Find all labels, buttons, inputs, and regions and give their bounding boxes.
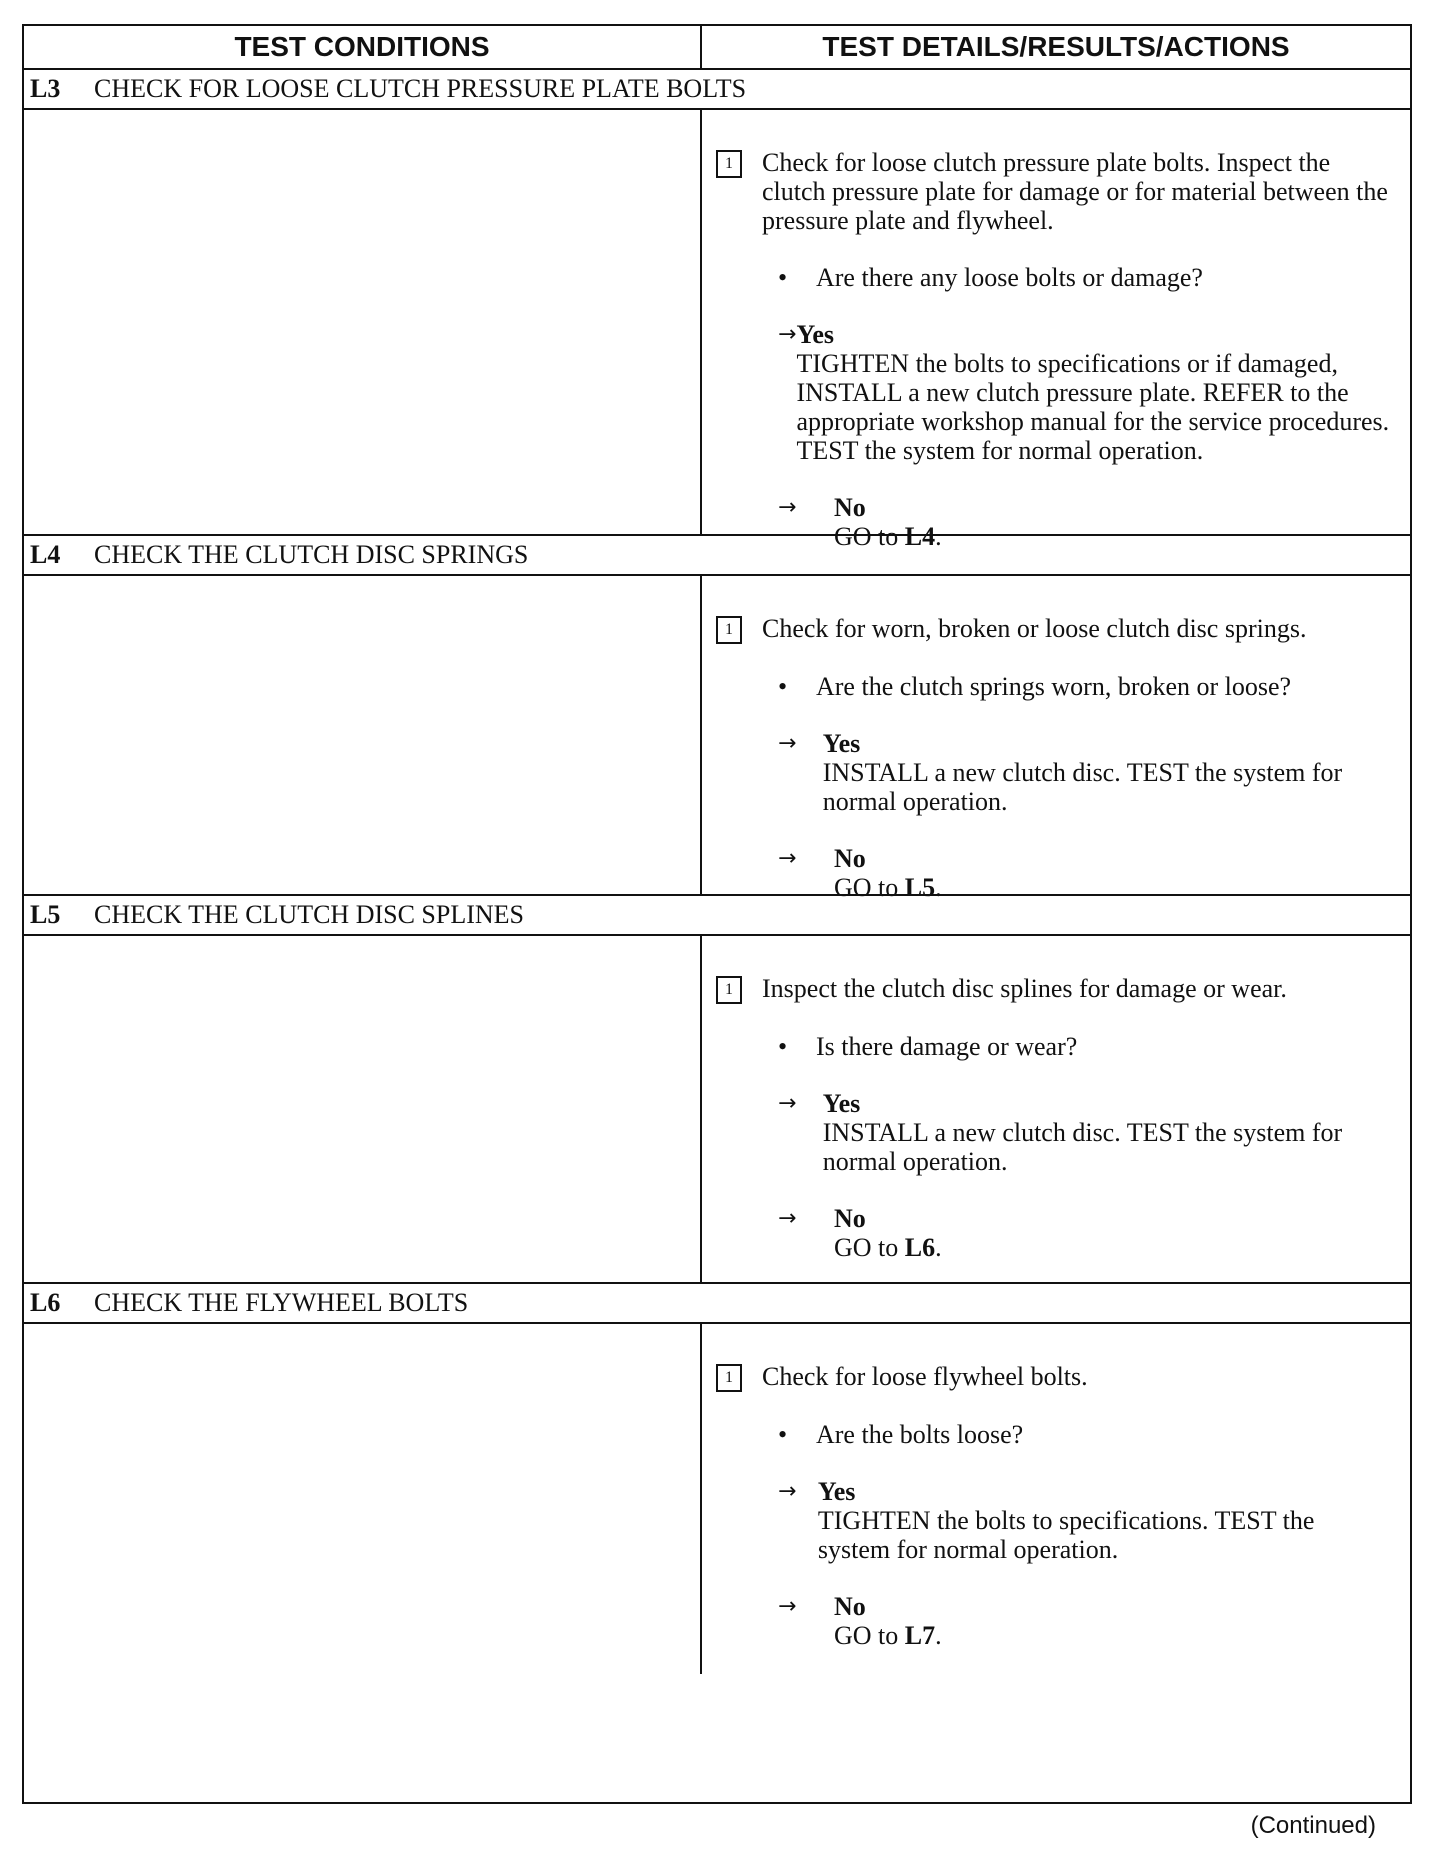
no-branch bbox=[716, 1592, 1390, 1650]
no-suffix: . bbox=[935, 522, 942, 551]
arrow-right-icon: → bbox=[778, 846, 797, 871]
question-row bbox=[716, 263, 1390, 292]
section-code: L6 bbox=[30, 1288, 61, 1317]
header-test-details: TEST DETAILS/RESULTS/ACTIONS bbox=[822, 31, 1290, 62]
arrow-right-icon: → bbox=[778, 731, 797, 756]
bullet-icon: • bbox=[778, 1420, 788, 1449]
arrow-right-icon: → bbox=[778, 495, 797, 520]
no-action bbox=[834, 1233, 942, 1262]
test-details-cell bbox=[702, 110, 1410, 551]
section-code: L4 bbox=[30, 540, 61, 569]
no-label: No bbox=[834, 1204, 866, 1233]
arrow-right-icon: → bbox=[778, 1594, 797, 1619]
table-header bbox=[24, 26, 1410, 70]
yes-branch bbox=[716, 1089, 1390, 1176]
yes-action: TIGHTEN the bolts to specifications or if damaged, INSTALL a new clutch pressure plate. REFER to the appropriate workshop manual for the service procedures. TEST the system for normal operation. bbox=[796, 349, 1390, 465]
step-instruction: Inspect the clutch disc splines for damage or wear. bbox=[762, 974, 1287, 1003]
test-details-cell bbox=[702, 936, 1410, 1282]
no-branch bbox=[716, 844, 1390, 902]
no-action bbox=[834, 522, 942, 551]
no-prefix: GO to bbox=[834, 1621, 905, 1650]
question-row bbox=[716, 1420, 1390, 1449]
step-number-box: 1 bbox=[716, 150, 742, 178]
no-branch bbox=[716, 1204, 1390, 1262]
no-action bbox=[834, 1621, 942, 1650]
yes-action: INSTALL a new clutch disc. TEST the system for normal operation. bbox=[822, 1118, 1343, 1176]
no-prefix: GO to bbox=[834, 522, 905, 551]
step bbox=[716, 974, 1390, 1004]
section-title-text: CHECK FOR LOOSE CLUTCH PRESSURE PLATE BOLTS bbox=[94, 74, 747, 103]
question-text: Are there any loose bolts or damage? bbox=[816, 263, 1203, 292]
step-instruction: Check for worn, broken or loose clutch disc springs. bbox=[762, 614, 1307, 643]
section-code: L3 bbox=[30, 74, 61, 103]
continued-note: (Continued) bbox=[1250, 1812, 1376, 1839]
question-row bbox=[716, 672, 1390, 701]
step bbox=[716, 614, 1390, 644]
no-label: No bbox=[834, 493, 866, 522]
no-action bbox=[834, 873, 942, 902]
yes-label: Yes bbox=[822, 1089, 861, 1118]
arrow-right-icon: → bbox=[778, 322, 797, 347]
test-details-cell bbox=[702, 576, 1410, 902]
no-target: L7 bbox=[904, 1621, 936, 1650]
yes-branch bbox=[716, 320, 1390, 465]
header-test-conditions: TEST CONDITIONS bbox=[24, 26, 702, 68]
section-body-l4 bbox=[24, 576, 1410, 902]
step-number-box: 1 bbox=[716, 616, 742, 644]
section-title-text: CHECK THE FLYWHEEL BOLTS bbox=[94, 1288, 469, 1317]
no-prefix: GO to bbox=[834, 1233, 905, 1262]
yes-action: INSTALL a new clutch disc. TEST the system for normal operation. bbox=[822, 758, 1343, 816]
bullet-icon: • bbox=[778, 1032, 788, 1061]
step bbox=[716, 1362, 1390, 1392]
section-title-l6 bbox=[24, 1284, 1410, 1324]
no-target: L5 bbox=[904, 873, 936, 902]
no-branch bbox=[716, 493, 1390, 551]
section-title-text: CHECK THE CLUTCH DISC SPLINES bbox=[94, 900, 525, 929]
no-suffix: . bbox=[935, 1233, 942, 1262]
yes-label: Yes bbox=[817, 1477, 856, 1506]
arrow-right-icon: → bbox=[778, 1091, 797, 1116]
section-code: L5 bbox=[30, 900, 61, 929]
arrow-right-icon: → bbox=[778, 1479, 797, 1504]
section-body-l5 bbox=[24, 936, 1410, 1284]
section-title-text: CHECK THE CLUTCH DISC SPRINGS bbox=[94, 540, 529, 569]
no-target: L4 bbox=[904, 522, 936, 551]
yes-branch bbox=[716, 729, 1390, 816]
test-conditions-cell bbox=[24, 936, 702, 1282]
question-text: Are the bolts loose? bbox=[816, 1420, 1024, 1449]
question-text: Are the clutch springs worn, broken or loose? bbox=[816, 672, 1292, 701]
no-target: L6 bbox=[904, 1233, 936, 1262]
section-title-l3 bbox=[24, 70, 1410, 110]
yes-label: Yes bbox=[822, 729, 861, 758]
no-suffix: . bbox=[935, 873, 942, 902]
section-body-l6 bbox=[24, 1324, 1410, 1674]
arrow-right-icon: → bbox=[778, 1206, 797, 1231]
yes-branch bbox=[716, 1477, 1390, 1564]
section-title-l5 bbox=[24, 896, 1410, 936]
bullet-icon: • bbox=[778, 263, 788, 292]
no-suffix: . bbox=[935, 1621, 942, 1650]
diagnostic-table bbox=[22, 24, 1412, 1804]
yes-action: TIGHTEN the bolts to specifications. TEST the system for normal operation. bbox=[817, 1506, 1315, 1564]
bullet-icon: • bbox=[778, 672, 788, 701]
question-row bbox=[716, 1032, 1390, 1061]
step bbox=[716, 148, 1390, 235]
section-body-l3 bbox=[24, 110, 1410, 551]
no-label: No bbox=[834, 1592, 866, 1621]
step-number-box: 1 bbox=[716, 976, 742, 1004]
no-prefix: GO to bbox=[834, 873, 905, 902]
step-number-box: 1 bbox=[716, 1364, 742, 1392]
question-text: Is there damage or wear? bbox=[816, 1032, 1078, 1061]
test-conditions-cell bbox=[24, 110, 702, 534]
no-label: No bbox=[834, 844, 866, 873]
yes-label: Yes bbox=[796, 320, 834, 349]
step-instruction: Check for loose clutch pressure plate bolts. Inspect the clutch pressure plate for damage or for material between the pressure plate and flywheel. bbox=[762, 148, 1388, 235]
test-conditions-cell bbox=[24, 1324, 702, 1674]
test-conditions-cell bbox=[24, 576, 702, 894]
test-details-cell bbox=[702, 1324, 1410, 1674]
step-instruction: Check for loose flywheel bolts. bbox=[762, 1362, 1088, 1391]
